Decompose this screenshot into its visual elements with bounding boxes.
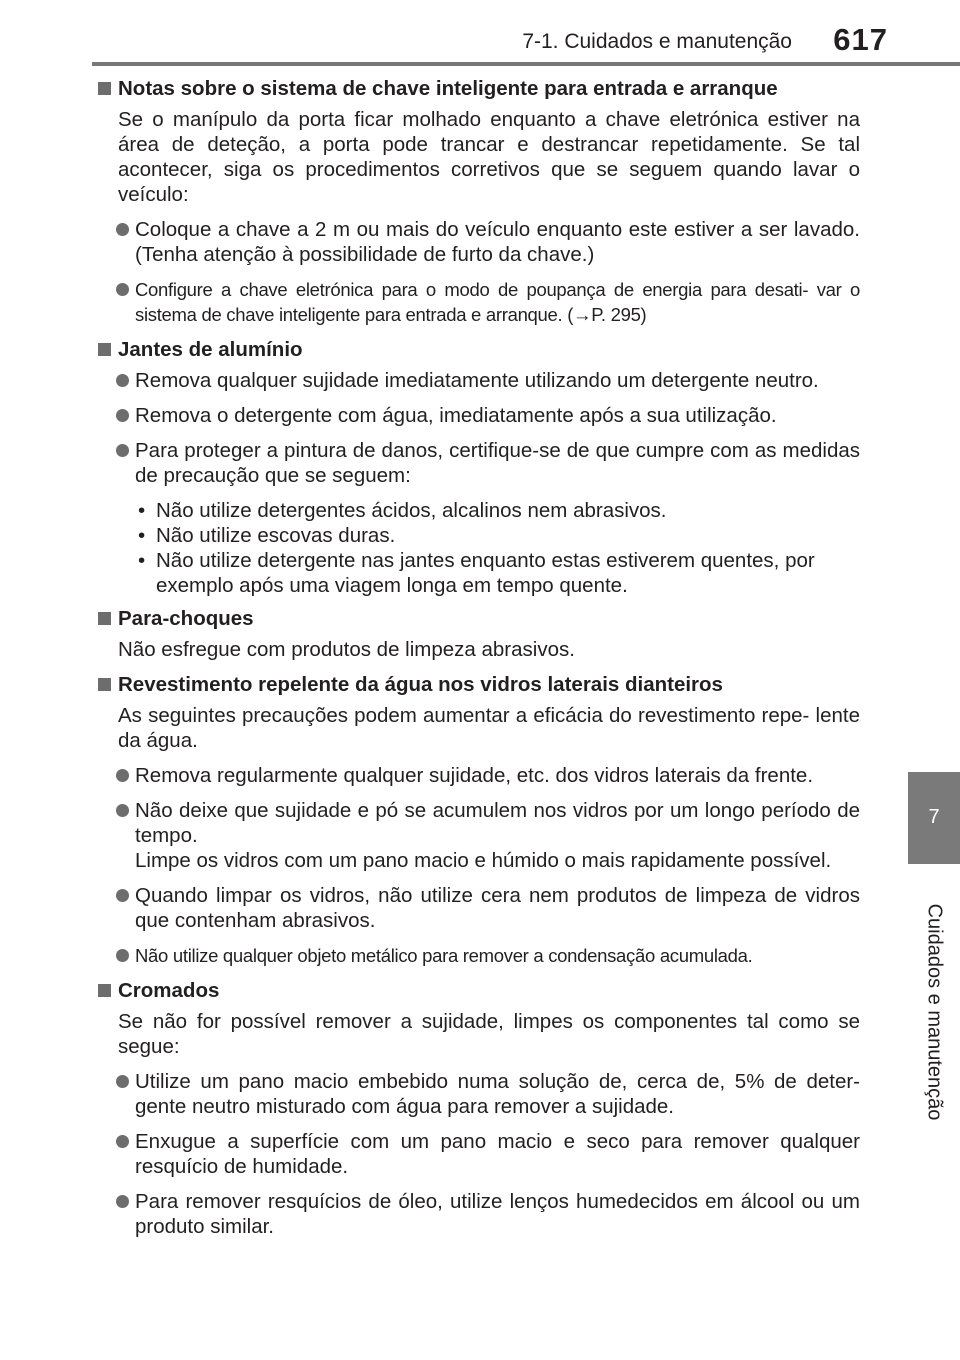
list-item-text: Configure a chave eletrónica para o modo de poupança de energia para desati- var o sistema de chave inteligente para entrada e arranque. (→P. 295) [135,279,860,325]
dot-bullet-icon: • [138,549,146,572]
list-item [96,943,860,968]
section-heading [96,76,860,101]
sub-list-item [96,523,860,548]
circle-bullet-icon [116,949,129,962]
list-item [96,1069,860,1119]
list-item [96,403,860,428]
sub-list-item-text: Não utilize detergente nas jantes enquanto estas estiverem quentes, por exemplo após uma viagem longa em tempo quente. [156,549,815,597]
circle-bullet-icon [116,804,129,817]
square-bullet-icon [98,343,111,356]
list-item [96,1129,860,1179]
sub-list-item-text: Não utilize escovas duras. [156,524,396,547]
heading-text: Jantes de alumínio [118,338,303,361]
circle-bullet-icon [116,409,129,422]
circle-bullet-icon [116,889,129,902]
square-bullet-icon [98,612,111,625]
circle-bullet-icon [116,283,129,296]
dot-bullet-icon: • [138,499,146,522]
paragraph: Se o manípulo da porta ficar molhado enquanto a chave eletrónica estiver na área de deteção, a porta pode trancar e destrancar repetidamente. Se tal acontecer, siga os procedimentos corretivos que se seguem quando lavar o veículo: [118,108,860,206]
circle-bullet-icon [116,769,129,782]
list-item [96,438,860,488]
list-item [96,1189,860,1239]
section-title: 7-1. Cuidados e manutenção [522,30,792,53]
list-item-text: Quando limpar os vidros, não utilize cera nem produtos de limpeza de vidros que contenham abrasivos. [135,884,860,932]
list-item-text: Utilize um pano macio embebido numa solução de, cerca de, 5% de deter- gente neutro misturado com água para remover a sujidade. [135,1070,860,1118]
list-item-text: Remova o detergente com água, imediatamente após a sua utilização. [135,404,777,427]
header-rule [92,62,960,66]
circle-bullet-icon [116,223,129,236]
section-heading [96,337,860,362]
heading-text: Cromados [118,979,220,1002]
page-number: 617 [833,22,888,57]
list-item-text: Para remover resquícios de óleo, utilize lenços humedecidos em álcool ou um produto similar. [135,1190,860,1238]
list-item-text: Remova regularmente qualquer sujidade, etc. dos vidros laterais da frente. [135,764,814,787]
chapter-tab [908,772,960,864]
list-item [96,277,860,327]
sub-list-item [96,548,860,598]
circle-bullet-icon [116,374,129,387]
sub-list-item-text: Não utilize detergentes ácidos, alcalinos nem abrasivos. [156,499,667,522]
section-heading [96,606,860,631]
list-item [96,763,860,788]
list-item-text: Limpe os vidros com um pano macio e húmido o mais rapidamente possível. [135,849,832,872]
circle-bullet-icon [116,1135,129,1148]
heading-text: Notas sobre o sistema de chave inteligente para entrada e arranque [118,77,778,100]
circle-bullet-icon [116,1195,129,1208]
list-item-text: Não deixe que sujidade e pó se acumulem nos vidros por um longo período de tempo. [135,799,860,847]
circle-bullet-icon [116,1075,129,1088]
list-item-text: Não utilize qualquer objeto metálico para remover a condensação acumulada. [135,945,753,966]
section-heading [96,672,860,697]
paragraph: As seguintes precauções podem aumentar a eficácia do revestimento repe- lente da água. [118,704,860,752]
chapter-label: Cuidados e manutenção [923,903,946,1121]
square-bullet-icon [98,678,111,691]
sub-list [96,498,860,598]
paragraph: Se não for possível remover a sujidade, limpes os componentes tal como se segue: [118,1010,860,1058]
list-item [96,883,860,933]
dot-bullet-icon: • [138,524,146,547]
list-item-text: Para proteger a pintura de danos, certifique-se de que cumpre com as medidas de precaução que se seguem: [135,439,860,487]
list-item-text: Coloque a chave a 2 m ou mais do veículo enquanto este estiver a ser lavado. (Tenha atenção à possibilidade de furto da chave.) [135,218,860,266]
square-bullet-icon [98,984,111,997]
paragraph: Não esfregue com produtos de limpeza abrasivos. [118,638,575,661]
list-item-text: Enxugue a superfície com um pano macio e seco para remover qualquer resquício de humidade. [135,1130,860,1178]
heading-text: Para-choques [118,607,254,630]
list-item [96,368,860,393]
square-bullet-icon [98,82,111,95]
section-heading [96,978,860,1003]
circle-bullet-icon [116,444,129,457]
chapter-number: 7 [928,806,940,828]
list-item [96,798,860,873]
list-item [96,217,860,267]
page-header [0,0,960,64]
heading-text: Revestimento repelente da água nos vidros laterais dianteiros [118,673,723,696]
page-content [96,76,860,1249]
list-item-text: Remova qualquer sujidade imediatamente utilizando um detergente neutro. [135,369,819,392]
sub-list-item [96,498,860,523]
